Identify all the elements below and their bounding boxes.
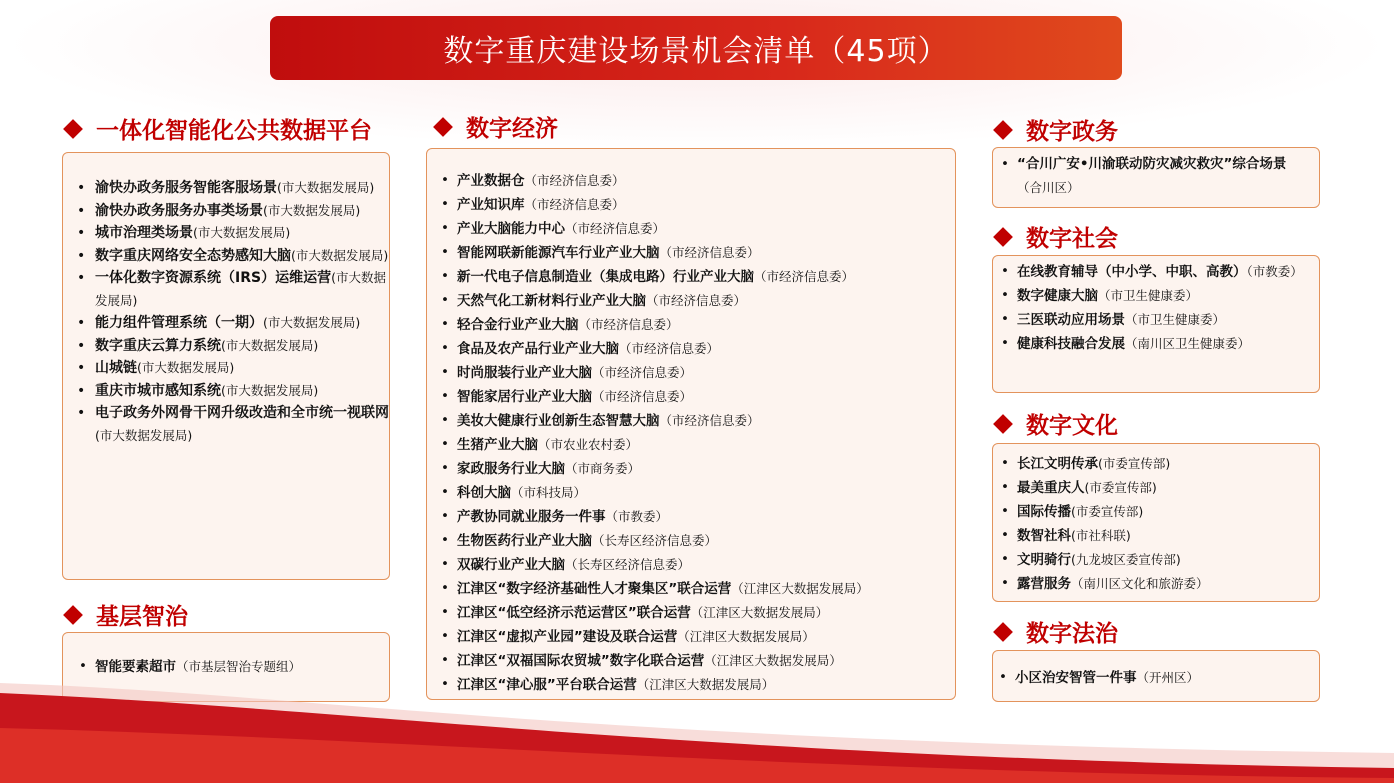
item-list [995,260,1313,356]
list-item [995,548,1313,572]
item-org: （南川区卫生健康委） [1125,336,1251,351]
heading-text: 一体化智能化公共数据平台 [96,118,372,144]
list-item [435,649,955,673]
list-item [995,332,1313,356]
list-item [435,601,955,625]
item-name: 国际传播 [1017,504,1071,520]
item-org: （江津区大数据发展局） [690,605,829,620]
item-org: (市大数据发展局) [221,337,319,353]
list-item [995,260,1313,284]
item-name: 智能要素超市 [95,659,176,675]
diamond-icon [993,227,1013,247]
item-org: （市经济信息委） [646,293,747,308]
item-name: 山城链 [95,360,137,376]
item-name: 数字健康大脑 [1017,288,1098,304]
list-item [435,481,955,505]
item-org: (市大数据发展局) [277,180,375,195]
platform-list [62,152,390,580]
list-item [995,524,1313,548]
item-org: (市社科联) [1071,528,1131,543]
list-item [995,500,1313,524]
item-name: 智能网联新能源汽车行业产业大脑 [457,245,660,261]
item-name: 双碳行业产业大脑 [457,557,565,573]
list-item [995,476,1313,500]
item-name: 江津区“双福国际农贸城”数字化联合运营 [457,653,705,669]
list-item [63,402,389,447]
list-item [63,312,389,335]
item-name: 产业大脑能力中心 [457,221,565,237]
heading-text: 基层智治 [96,604,188,630]
section-heading-society [992,220,1118,253]
list-item [63,380,389,403]
list-item [63,267,389,312]
item-org: （市经济信息委） [578,317,679,332]
culture-list [992,443,1320,602]
item-org: (市大数据发展局) [221,382,319,398]
list-item [995,572,1313,596]
government-list [992,147,1320,208]
item-org: (市大数据发展局) [137,360,235,375]
item-org: （市农业农村委） [538,437,639,452]
section-heading-culture [992,407,1118,440]
list-item [995,153,1311,200]
item-name: 产教协同就业服务一件事 [457,509,606,525]
item-org: （市卫生健康委） [1125,312,1226,327]
item-org: (市大数据发展局) [95,427,193,443]
diamond-icon [63,119,83,139]
diamond-icon [993,414,1013,434]
section-heading-economy [432,110,558,143]
section-heading-grassroots [62,598,188,631]
item-name: 最美重庆人 [1017,480,1085,496]
list-item [995,452,1313,476]
list-item [63,222,389,245]
list-item [435,313,955,337]
item-name: 产业知识库 [457,197,525,213]
list-item [63,335,389,358]
item-org: （市经济信息委） [659,413,760,428]
item-org: （长寿区经济信息委） [565,557,691,572]
item-name: 在线教育辅导（中小学、中职、高教） [1017,264,1247,280]
item-name: 生猪产业大脑 [457,437,538,453]
item-org: (市大数据发展局) [291,247,389,263]
item-name: 城市治理类场景 [95,225,193,241]
item-name: 江津区“虚拟产业园”建设及联合运营 [457,629,678,645]
list-item [63,245,389,268]
list-item [435,625,955,649]
item-org: （市科技局） [511,485,587,500]
page-title: 数字重庆建设场景机会清单（45项） [270,16,1122,80]
heading-text: 数字法治 [1026,621,1118,647]
society-list [992,255,1320,393]
item-name: 食品及农产品行业产业大脑 [457,341,619,357]
item-name: 天然气化工新材料行业产业大脑 [457,293,646,309]
list-item [435,217,955,241]
item-name: 小区治安智管一件事 [1015,670,1137,686]
item-org: （市经济信息委） [524,173,625,188]
list-item [435,409,955,433]
list-item [435,529,955,553]
list-item [435,193,955,217]
item-name: “合川广安•川渝联动防灾减灾救灾”综合场景 [1017,156,1287,172]
diamond-icon [433,117,453,137]
list-item [63,200,389,223]
item-org: （市经济信息委） [659,245,760,260]
item-list [995,153,1311,200]
list-item [63,357,389,380]
item-name: 健康科技融合发展 [1017,336,1125,352]
list-item [435,361,955,385]
item-name: 江津区“低空经济示范运营区”联合运营 [457,605,691,621]
item-name: 文明骑行 [1017,552,1071,568]
list-item [435,505,955,529]
item-name: 数智社科 [1017,528,1071,544]
item-name: 长江文明传承 [1017,456,1098,472]
item-org: （市商务委） [565,461,641,476]
heading-text: 数字政务 [1026,119,1118,145]
item-org: (市委宣传部) [1071,504,1144,519]
list-item [435,457,955,481]
item-name: 数字重庆网络安全态势感知大脑 [95,247,291,264]
item-name: 三医联动应用场景 [1017,312,1125,328]
item-name: 渝快办政务服务智能客服场景 [95,180,277,196]
item-org: （市经济信息委） [592,365,693,380]
heading-text: 数字经济 [466,116,558,142]
item-org: （市教委） [1246,264,1303,279]
item-name: 家政服务行业大脑 [457,461,565,477]
section-heading-government [992,113,1118,146]
item-list [73,655,389,679]
item-org: （市经济信息委） [619,341,720,356]
item-org: （市卫生健康委） [1098,288,1199,303]
list-item [435,289,955,313]
item-org: （南川区文化和旅游委） [1071,576,1209,591]
item-org: （开州区） [1136,670,1200,685]
heading-text: 数字文化 [1026,413,1118,439]
list-item [435,553,955,577]
red-wave-decoration [0,683,1394,783]
list-item [435,169,955,193]
list-item [435,433,955,457]
item-name: 科创大脑 [457,485,511,501]
diamond-icon [993,120,1013,140]
diamond-icon [993,622,1013,642]
item-name: 轻合金行业产业大脑 [457,317,579,333]
item-name: 生物医药行业产业大脑 [457,533,592,549]
item-name: 渝快办政务服务办事类场景 [95,202,263,219]
item-org: (市大数据发展局) [263,315,361,330]
item-name: 江津区“数字经济基础性人才聚集区”联合运营 [457,581,732,597]
list-item [435,385,955,409]
item-name: 能力组件管理系统（一期） [95,315,263,331]
item-name: 一体化数字资源系统（IRS）运维运营 [95,270,332,286]
item-org: （江津区大数据发展局） [677,629,815,644]
item-name: 产业数据仓 [457,173,525,189]
list-item [73,655,389,679]
economy-list [426,148,956,700]
item-list [995,452,1313,596]
item-org: (九龙坡区委宣传部) [1071,552,1181,567]
list-item [435,265,955,289]
item-name: 新一代电子信息制造业（集成电路）行业产业大脑 [457,269,754,285]
item-name: 电子政务外网骨干网升级改造和全市统一视联网 [95,405,389,421]
list-item [995,308,1313,332]
item-name: 智能家居行业产业大脑 [457,389,592,405]
list-item [435,241,955,265]
item-name: 数字重庆云算力系统 [95,337,221,354]
item-org: （市经济信息委） [565,221,666,236]
section-heading-platform [62,112,372,145]
section-heading-law [992,615,1118,648]
item-org: （市经济信息委） [524,197,625,212]
diamond-icon [63,605,83,625]
item-org: （江津区大数据发展局） [731,581,869,596]
item-org: （市基层智治专题组） [176,659,302,674]
item-org: （江津区大数据发展局） [636,677,775,692]
heading-text: 数字社会 [1026,226,1118,252]
list-item [435,577,955,601]
item-list [63,177,389,447]
item-org: （市经济信息委） [592,389,693,404]
item-org: （江津区大数据发展局） [704,653,842,668]
item-org: （合川区） [1017,180,1080,195]
item-org: （市教委） [605,509,669,524]
item-org: （市经济信息委） [754,269,855,284]
item-list [435,169,955,697]
item-name: 露营服务 [1017,576,1071,592]
item-org: (市大数据发展局) [263,202,361,218]
item-org: （长寿区经济信息委） [592,533,718,548]
item-name: 美妆大健康行业创新生态智慧大脑 [457,413,660,429]
item-org: (市委宣传部) [1084,480,1157,495]
list-item [995,284,1313,308]
item-name: 时尚服装行业产业大脑 [457,365,592,381]
list-item [435,337,955,361]
item-org: (市大数据发展局) [95,270,386,308]
item-org: (市大数据发展局) [193,225,291,240]
item-name: 江津区“津心服”平台联合运营 [457,677,637,693]
item-org: (市委宣传部) [1098,456,1171,471]
item-name: 重庆市城市感知系统 [95,382,221,399]
list-item [63,177,389,200]
